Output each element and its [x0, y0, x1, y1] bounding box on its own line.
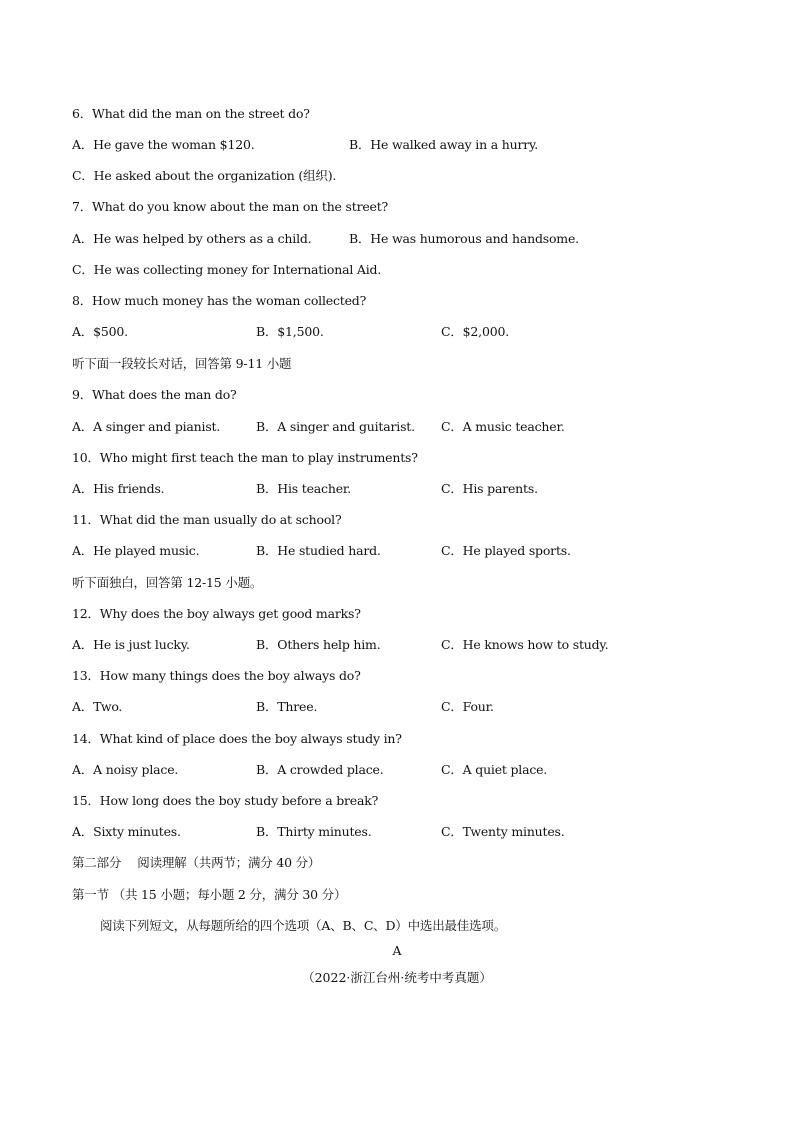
question-13-stem: 13．How many things does the boy always do?: [72, 668, 361, 683]
question-10-stem: 10．Who might first teach the man to play instruments?: [72, 450, 418, 465]
question-11-option-a: A．He played music.: [72, 543, 200, 558]
question-7-stem: 7．What do you know about the man on the street?: [72, 199, 389, 214]
passage-label: A: [392, 943, 402, 958]
passage-source: （2022·浙江台州·统考中考真题）: [302, 970, 492, 985]
question-15-option-b: B．Thirty minutes.: [256, 824, 372, 839]
part-2-section-1-heading: 第一节 （共 15 小题；每小题 2 分，满分 30 分）: [72, 887, 347, 902]
question-14-option-c: C．A quiet place.: [441, 762, 548, 777]
question-6-option-c: C．He asked about the organization (组织).: [72, 168, 337, 183]
question-13-option-b: B．Three.: [256, 699, 318, 714]
question-7-option-c: C．He was collecting money for International Aid.: [72, 262, 382, 277]
question-14-stem: 14．What kind of place does the boy always study in?: [72, 731, 402, 746]
reading-instruction: 阅读下列短文，从每题所给的四个选项（A、B、C、D）中选出最佳选项。: [100, 918, 507, 933]
section-heading-9-11: 听下面一段较长对话，回答第 9-11 小题: [72, 356, 292, 371]
question-9-option-b: B．A singer and guitarist.: [256, 419, 415, 434]
question-13-option-a: A．Two.: [72, 699, 123, 714]
question-8-option-b: B．$1,500.: [256, 324, 324, 339]
question-10-option-a: A．His friends.: [72, 481, 165, 496]
section-heading-12-15: 听下面独白，回答第 12-15 小题。: [72, 575, 263, 590]
question-11-option-b: B．He studied hard.: [256, 543, 381, 558]
part-2-heading: 第二部分 阅读理解（共两节；满分 40 分）: [72, 855, 321, 870]
question-12-option-b: B．Others help him.: [256, 637, 381, 652]
question-9-option-c: C．A music teacher.: [441, 419, 565, 434]
question-15-option-c: C．Twenty minutes.: [441, 824, 565, 839]
question-9-stem: 9．What does the man do?: [72, 387, 237, 402]
question-15-option-a: A．Sixty minutes.: [72, 824, 181, 839]
question-6-stem: 6．What did the man on the street do?: [72, 106, 310, 121]
question-14-option-a: A．A noisy place.: [72, 762, 179, 777]
question-12-option-a: A．He is just lucky.: [72, 637, 190, 652]
question-7-option-a: A．He was helped by others as a child.: [72, 231, 312, 246]
question-7-option-b: B．He was humorous and handsome.: [349, 231, 579, 246]
question-13-option-c: C．Four.: [441, 699, 494, 714]
question-10-option-c: C．His parents.: [441, 481, 538, 496]
question-8-option-c: C．$2,000.: [441, 324, 509, 339]
question-12-stem: 12．Why does the boy always get good marks?: [72, 606, 361, 621]
question-6-option-b: B．He walked away in a hurry.: [349, 137, 538, 152]
question-8-stem: 8．How much money has the woman collected?: [72, 293, 367, 308]
question-10-option-b: B．His teacher.: [256, 481, 352, 496]
question-11-option-c: C．He played sports.: [441, 543, 571, 558]
question-9-option-a: A．A singer and pianist.: [72, 419, 221, 434]
question-6-option-a: A．He gave the woman $120.: [72, 137, 255, 152]
question-15-stem: 15．How long does the boy study before a break?: [72, 793, 379, 808]
question-8-option-a: A．$500.: [72, 324, 128, 339]
question-11-stem: 11．What did the man usually do at school?: [72, 512, 342, 527]
question-12-option-c: C．He knows how to study.: [441, 637, 609, 652]
question-14-option-b: B．A crowded place.: [256, 762, 384, 777]
